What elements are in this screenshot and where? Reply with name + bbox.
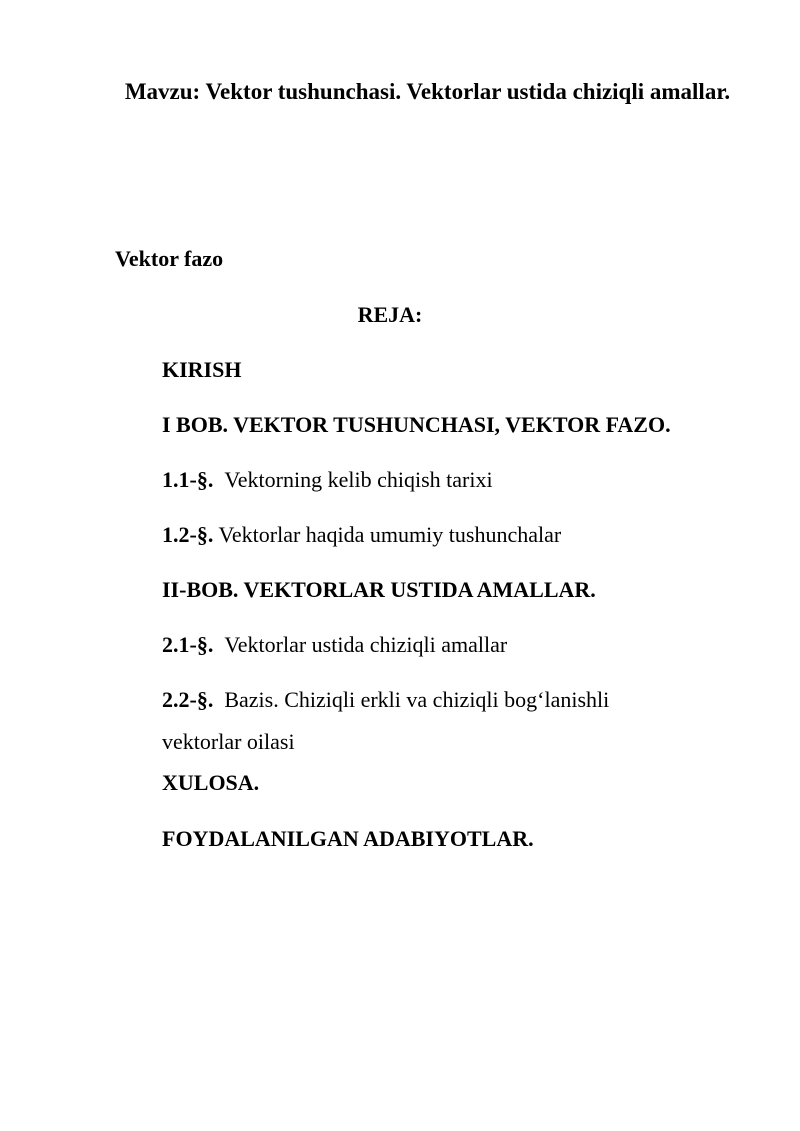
toc-item-text: Vektorlar haqida umumiy tushunchalar (218, 522, 562, 547)
toc-chapter-2-title: II-BOB. VEKTORLAR USTIDA AMALLAR. (162, 577, 596, 602)
toc-intro: KIRISH (162, 357, 242, 382)
toc-references: FOYDALANILGAN ADABIYOTLAR. (162, 826, 534, 851)
toc-item-number: 2.2-§. (162, 687, 214, 712)
toc-item-1-1 (162, 466, 493, 494)
toc-item-2-1 (162, 631, 507, 659)
toc-item-2-2 (162, 686, 609, 714)
toc-item-number: 2.1-§. (162, 632, 214, 657)
toc-item-number: 1.2-§. (162, 522, 214, 547)
toc-item-text: Vektorning kelib chiqish tarixi (224, 467, 493, 492)
document-title: Mavzu: Vektor tushunchasi. Vektorlar ustida chiziqli amallar. (124, 79, 731, 104)
toc-chapter-1-title: I BOB. VEKTOR TUSHUNCHASI, VEKTOR FAZO. (162, 412, 671, 437)
toc-item-text: Vektorlar ustida chiziqli amallar (224, 632, 508, 657)
section-heading: Vektor fazo (115, 246, 224, 271)
toc-item-number: 1.1-§. (162, 467, 214, 492)
toc-item-text: Bazis. Chiziqli erkli va chiziqli bog‘lanishli (224, 687, 610, 712)
toc-item-1-2 (162, 521, 561, 549)
toc-item-2-2-continued: vektorlar oilasi (162, 729, 295, 754)
toc-conclusion: XULOSA. (162, 770, 260, 795)
plan-title: REJA: (357, 302, 423, 327)
